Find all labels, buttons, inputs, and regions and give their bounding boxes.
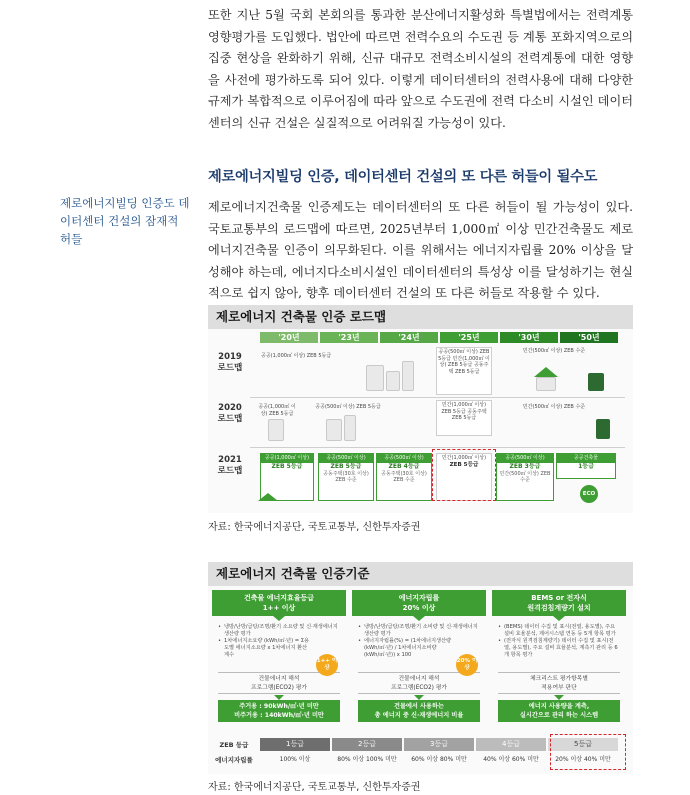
year-label: '23년 <box>320 332 378 343</box>
method-line1: 체크리스트 평가항목별 <box>530 676 588 682</box>
year-label: '24년 <box>380 332 438 343</box>
roadmap-cell: 공공(500㎡ 이상) ZEB 5등급 민간(1,000㎡ 이상) ZEB 5등급 공동주택 ZEB 5등급 <box>436 347 492 395</box>
building-icon <box>326 419 342 441</box>
criteria-column <box>492 590 626 722</box>
self-sufficiency-label: 에너지자립률 <box>215 756 253 764</box>
column-result <box>358 700 480 722</box>
side-note: 제로에너지빌딩 인증도 데이터센터 건설의 잠재적 허들 <box>60 196 190 246</box>
roadmap-cell-highlight <box>556 453 616 479</box>
figure-source: 자료: 한국에너지공단, 국토교통부, 신한투자증권 <box>208 782 421 793</box>
method-line2: 프로그램(ECO2) 평가 <box>391 685 447 691</box>
roadmap-figure <box>208 305 633 513</box>
column-result <box>498 700 620 722</box>
grade-badge: 20% 이상 <box>456 654 478 676</box>
cell-head: 공공(500㎡ 이상) <box>384 455 424 461</box>
house-icon <box>258 493 278 501</box>
body-paragraph-2: 제로에너지건축물 인증제도는 데이터센터의 또 다른 허들이 될 가능성이 있다. 국토교통부의 로드맵에 따르면, 2025년부터 1,000㎡ 이상 민간건축물도 제로에너지건축물 인증이 의무화된다. 이를 위해서는 에너지자립률 20% 이상을 달성해야 하는데, 에너지다소비시설인 데이터센터의 특성상 이를 달성하기는 현실적으로 쉽지 않아, 향후 데이터센터 건설의 또 다른 허들로 작용할 수 있다. <box>208 200 633 300</box>
row-suffix: 로드맵 <box>217 414 243 424</box>
cell-body <box>497 463 553 500</box>
bullet-item: • 냉방/난방/급탕/조명/환기 소비량 및 신·재생에너지 생산량 평가 <box>358 624 480 638</box>
zeb-grade-label: ZEB 등급 <box>219 741 249 749</box>
building-icon <box>402 361 414 391</box>
figure-title: 제로에너지 건축물 인증 로드맵 <box>208 305 633 329</box>
year-label: '20년 <box>260 332 318 343</box>
method-line2: 프로그램(ECO2) 평가 <box>251 685 307 691</box>
section-heading: 제로에너지빌딩 인증, 데이터센터 건설의 또 다른 허들이 될수도 <box>208 169 598 185</box>
cell-main: 1등급 <box>578 463 594 470</box>
method-line1: 건물에너지 해석 <box>398 676 440 682</box>
bullet-item: • (전자식 원격검침계량기) 데이터 수집 및 표시(전열, 용도별), 주요 설비 효율분석, 계측기 관리 등 6개 항목 평가 <box>498 638 620 659</box>
row-label-2019 <box>210 352 250 374</box>
zeb-grade-cell: 1등급 <box>260 738 330 751</box>
column-method <box>358 672 480 694</box>
result-line1: 건물에서 사용하는 <box>394 703 444 710</box>
cell-head: 공공(1,000㎡ 이상) <box>264 455 310 461</box>
self-sufficiency-value: 20% 이상 40% 미만 <box>555 756 611 763</box>
roadmap-cell: 민간(1,000㎡ 이상) ZEB 5등급 공동주택 ZEB 5등급 <box>436 400 492 436</box>
grade-badge: 1++ 이상 <box>316 654 338 676</box>
result-line1: 주거용 : 90kWh/㎡·년 미만 <box>239 703 319 710</box>
method-line1: 건물에너지 해석 <box>258 676 300 682</box>
cell-main: ZEB 3등급 <box>509 463 541 470</box>
cell-body <box>557 463 615 478</box>
row-suffix: 로드맵 <box>217 363 243 373</box>
row-year: 2020 <box>218 403 242 413</box>
criteria-column <box>212 590 346 722</box>
row-divider <box>250 397 625 398</box>
column-head <box>492 590 626 616</box>
cell-sub: 공동주택(30호 이상) ZEB 수준 <box>381 470 427 483</box>
zeb-grade-cell: 5등급 <box>548 738 618 751</box>
column-head-line1: 에너지자립률 <box>398 594 440 602</box>
year-label: '30년 <box>500 332 558 343</box>
column-head-line2: 20% 이상 <box>402 604 436 612</box>
roadmap-cell: 민간(500㎡ 이상) ZEB 수준 <box>522 404 586 410</box>
row-suffix: 로드맵 <box>217 466 243 476</box>
column-result <box>218 700 340 722</box>
cell-head: 공공(500㎡ 이상) <box>326 455 366 461</box>
roadmap-cell-highlight <box>318 453 374 501</box>
column-head-line2: 1++ 이상 <box>262 604 296 612</box>
result-line2: 실시간으로 관리 하는 시스템 <box>519 712 599 719</box>
bullet-item: • (BEMS) 데이터 수집 및 표시(전열, 용도별), 주요 설비 효율분석, 제어시스템 연동 등 5개 항목 평가 <box>498 624 620 638</box>
column-method <box>218 672 340 694</box>
roadmap-cell: 공공(1,000㎡ 이상) ZEB 5등급 <box>258 404 296 417</box>
cell-head: 공공건축물 <box>573 455 599 461</box>
roadmap-cell-highlight <box>496 453 554 501</box>
building-icon <box>366 365 384 391</box>
year-label: '50년 <box>560 332 618 343</box>
self-sufficiency-value: 40% 이상 60% 미만 <box>483 756 539 763</box>
year-timeline <box>260 332 620 343</box>
building-icon <box>268 419 284 441</box>
body-paragraph-1: 또한 지난 5월 국회 본회의를 통과한 분산에너지활성화 특별법에서는 전력계통 영향평가를 도입했다. 법안에 따르면 전력수요의 수도권 등 계통 포화지역으로의 집중 현상을 완화하기 위해, 신규 대규모 전력소비시설의 전력계통에 대한 영향을 사전에 평가하도록 되어 있다. 이렇게 데이터센터의 전력사용에 대해 다양한 규제가 복합적으로 이루어짐에 따라 앞으로 수도권에 전력 다소비 시설인 데이터센터의 신규 건설은 실질적으로 어려워질 가능성이 있다. <box>208 8 633 130</box>
highlight-dashed-box <box>550 734 626 770</box>
column-method <box>498 672 620 694</box>
column-head-line1: 건축물 에너지효율등급 <box>243 594 315 602</box>
building-icon <box>344 415 356 441</box>
solar-panel-icon <box>588 373 604 391</box>
cell-main: ZEB 5등급 <box>330 463 362 470</box>
self-sufficiency-value: 80% 이상 100% 미만 <box>337 756 397 763</box>
cell-main: ZEB 5등급 <box>271 463 303 470</box>
column-bullets <box>492 616 626 670</box>
bullet-item: • 1차에너지소요량 (kWh/㎡·년) = Σ용도별 에너지소요량 x 1차에너지 환산계수 <box>218 638 340 659</box>
criteria-column <box>352 590 486 722</box>
method-line2: 적용여부 판단 <box>541 685 577 691</box>
column-head-line2: 원격검침계량기 설치 <box>527 604 591 612</box>
cell-head: 공공(500㎡ 이상) <box>505 455 545 461</box>
bullet-item: • 에너지자립률(%) = (1차에너지생산량 (kWh/㎡·년) / 1차에너지소비량 (kWh/㎡·년)) x 100 <box>358 638 480 659</box>
zeb-grade-cell: 4등급 <box>476 738 546 751</box>
cell-sub: 공동주택(30호 이상) ZEB 수준 <box>323 470 369 483</box>
criteria-figure <box>208 562 633 774</box>
roadmap-cell: 공공(500㎡ 이상) ZEB 5등급 <box>315 404 381 410</box>
result-line1: 에너지 사용량을 계측, <box>528 703 590 710</box>
eco-icon: ECO <box>580 485 598 503</box>
column-head <box>212 590 346 616</box>
row-year: 2019 <box>218 352 242 362</box>
cell-sub: 민간(500㎡ 이상) ZEB 수준 <box>499 470 551 483</box>
row-label-2021 <box>210 455 250 477</box>
result-line2: 총 에너지 중 신·재생에너지 비율 <box>374 712 464 719</box>
figure-title: 제로에너지 건축물 인증기준 <box>208 562 633 586</box>
column-head <box>352 590 486 616</box>
row-divider <box>250 447 625 448</box>
bullet-item: • 냉방/난방/급탕/조명/환기 소요량 및 신·재생에너지 생산량 평가 <box>218 624 340 638</box>
zeb-grade-cell: 2등급 <box>332 738 402 751</box>
zeb-grade-cell: 3등급 <box>404 738 474 751</box>
cell-main: ZEB 5등급 <box>449 461 479 468</box>
year-label: '25년 <box>440 332 498 343</box>
cell-head: 민간(1,000㎡ 이상) <box>441 455 487 461</box>
result-line2: 비주거용 : 140kWh/㎡·년 미만 <box>234 712 324 719</box>
roadmap-cell: 민간(500㎡ 이상) ZEB 수준 <box>522 348 586 354</box>
self-sufficiency-value: 60% 이상 80% 미만 <box>411 756 467 763</box>
house-body-icon <box>536 377 556 391</box>
roadmap-cell: 공공(1,000㎡ 이상) ZEB 5등급 <box>261 353 332 359</box>
figure-source: 자료: 한국에너지공단, 국토교통부, 신한투자증권 <box>208 522 421 533</box>
solar-panel-icon <box>596 419 610 439</box>
row-year: 2021 <box>218 455 242 465</box>
cell-body <box>377 463 431 500</box>
self-sufficiency-value: 100% 이상 <box>279 756 311 763</box>
column-head-line1: BEMS or 전자식 <box>531 594 587 602</box>
cell-main: ZEB 4등급 <box>388 463 420 470</box>
roadmap-cell-highlight <box>376 453 432 501</box>
row-label-2020 <box>210 403 250 425</box>
house-icon <box>534 367 558 377</box>
cell-body <box>319 463 373 500</box>
highlight-dashed-box <box>432 449 496 501</box>
building-icon <box>386 371 400 391</box>
